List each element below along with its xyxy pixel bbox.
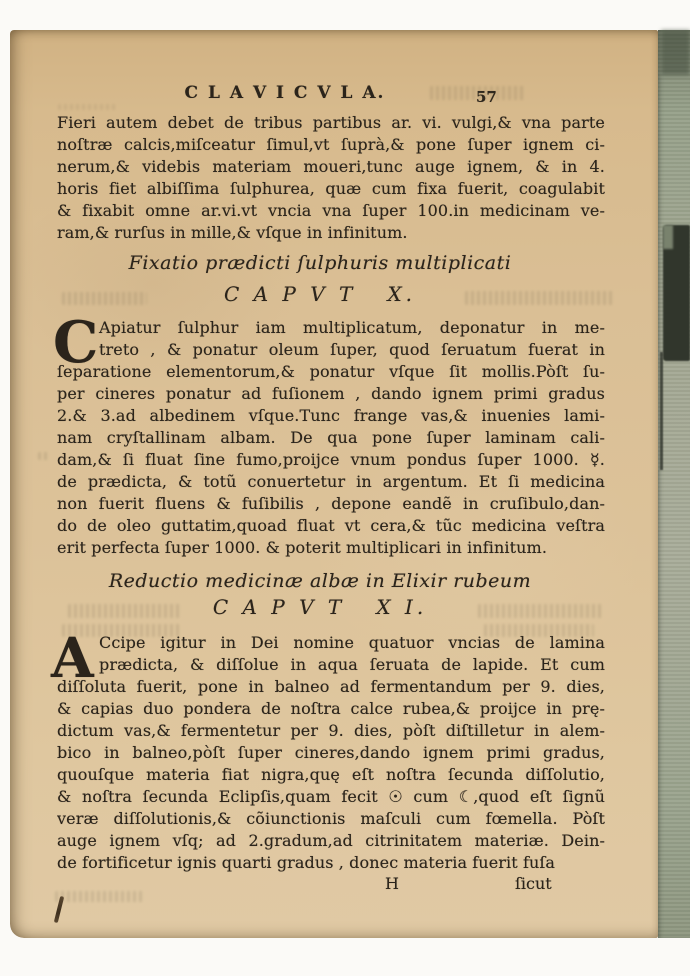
bleedthrough-mark — [478, 604, 602, 618]
bleedthrough-mark — [38, 452, 50, 460]
page-number: 57 — [476, 88, 497, 106]
fore-edge-dark-band-notch — [663, 225, 673, 249]
text-line: nam cryſtallinam albam. De qua pone ſuper laminam cali- — [57, 428, 605, 447]
catchword: ſicut — [515, 874, 552, 893]
bleedthrough-mark — [430, 86, 525, 100]
fore-edge-dark-line — [660, 352, 663, 470]
fore-edge-shadow — [661, 30, 690, 75]
bleedthrough-mark — [62, 624, 180, 637]
text-line: auge ignem vſq; ad 2.gradum,ad citrinitatem materiæ. Dein- — [57, 831, 605, 850]
text-line: dictum vas,& fermentetur per 9. dies, pòſt diſtilletur in alem- — [57, 721, 605, 740]
bleedthrough-mark — [465, 291, 615, 305]
text-line: Fieri autem debet de tribus partibus ar. vi. vulgi,& vna parte — [57, 113, 605, 132]
text-line: de fortificetur ignis quarti gradus , donec materia fuerit fuſa — [57, 853, 556, 872]
text-line: & capias duo pondera de noſtra calce rubea,& proijce in prę- — [57, 699, 605, 718]
text-line: non fuerit fluens & fuſibilis , depone eandẽ in cruſibulo,dan- — [57, 494, 605, 513]
text-line: noſtræ calcis,miſceatur ſimul,vt ſuprà,& pone ſuper ignem ci- — [57, 135, 605, 154]
text-line: Apiatur ſulphur iam multiplicatum, deponatur in me- — [99, 318, 605, 337]
text-line: diſſoluta fuerit, pone in balneo ad fermentandum per 9. dies, — [57, 677, 605, 696]
bleedthrough-mark — [68, 604, 180, 618]
bleedthrough-mark — [55, 891, 143, 902]
drop-cap-c: C — [53, 309, 99, 376]
chapter-10-heading: Fixatio prædicti ſulphuris multiplicati — [128, 252, 512, 274]
text-line: do de oleo guttatim,quoad fluat vt cera,& tũc medicina veſtra — [57, 516, 605, 535]
book-page — [10, 30, 658, 938]
text-line: treto , & ponatur oleum ſuper, quod ſeruatum fuerat in — [99, 340, 605, 359]
text-line: prædicta, & diſſolue in aqua ſeruata de lapide. Et cum — [99, 655, 605, 674]
text-line: Ccipe igitur in Dei nomine quatuor vncias de lamina — [99, 633, 605, 652]
bleedthrough-mark — [484, 624, 594, 637]
paragraph-chapter-11 — [51, 625, 605, 874]
running-header-title: C L A V I C V L A. — [184, 83, 386, 103]
text-line: quouſque materia fiat nigra,quę eſt noſtra ſecunda diſſolutio, — [57, 765, 605, 784]
paragraph-intro — [57, 112, 605, 244]
text-line: ram,& rurſus in mille,& vſque in infinitum. — [57, 223, 408, 242]
text-line: nerum,& videbis materiam moueri,tunc auge ignem, & in 4. — [57, 157, 605, 176]
text-line: bico in balneo,pòſt ſuper cineres,dando ignem primi gradus, — [57, 743, 605, 762]
text-line: 2.& 3.ad albedinem vſque.Tunc frange vas,& inuenies lami- — [57, 406, 605, 425]
bleedthrough-mark — [58, 104, 118, 110]
chapter-11-caput: C A P V T X I. — [212, 595, 428, 619]
text-line: dam,& ſi fluat ſine fumo,proijce vnum pondus ſuper 1000. ☿. — [57, 450, 605, 469]
text-line: horis fiet albiſſima ſulphurea, quæ cum fixa fuerit, coagulabit — [57, 179, 605, 198]
paragraph-chapter-10 — [53, 309, 605, 559]
signature-mark: H — [385, 874, 399, 893]
drop-cap-a: A — [51, 625, 94, 690]
text-line: veræ diſſolutionis,& cõiunctionis maſculi cum fœmella. Pòſt — [57, 809, 605, 828]
bleedthrough-mark — [62, 292, 147, 305]
text-line: de prædicta, & totũ conuertetur in argentum. Et ſi medicina — [57, 472, 605, 491]
text-line: erit perfecta ſuper 1000. & poterit multiplicari in infinitum. — [57, 538, 548, 557]
book-fore-edge — [658, 30, 690, 938]
text-line: & noſtra ſecunda Eclipſis,quam fecit ☉ cum ☾,quod eſt ſignũ — [57, 787, 605, 806]
text-line: ſeparatione elementorum,& ponatur vſque ſit mollis.Pòſt ſu- — [57, 362, 605, 381]
chapter-11-heading: Reductio medicinæ albæ in Elixir rubeum — [108, 570, 532, 592]
text-line: & fixabit omne ar.vi.vt vncia vna ſuper 100.in medicinam ve- — [57, 201, 605, 220]
chapter-10-caput: C A P V T X. — [223, 282, 417, 306]
text-line: per cineres ponatur ad fuſionem , dando ignem primi gradus — [57, 384, 605, 403]
